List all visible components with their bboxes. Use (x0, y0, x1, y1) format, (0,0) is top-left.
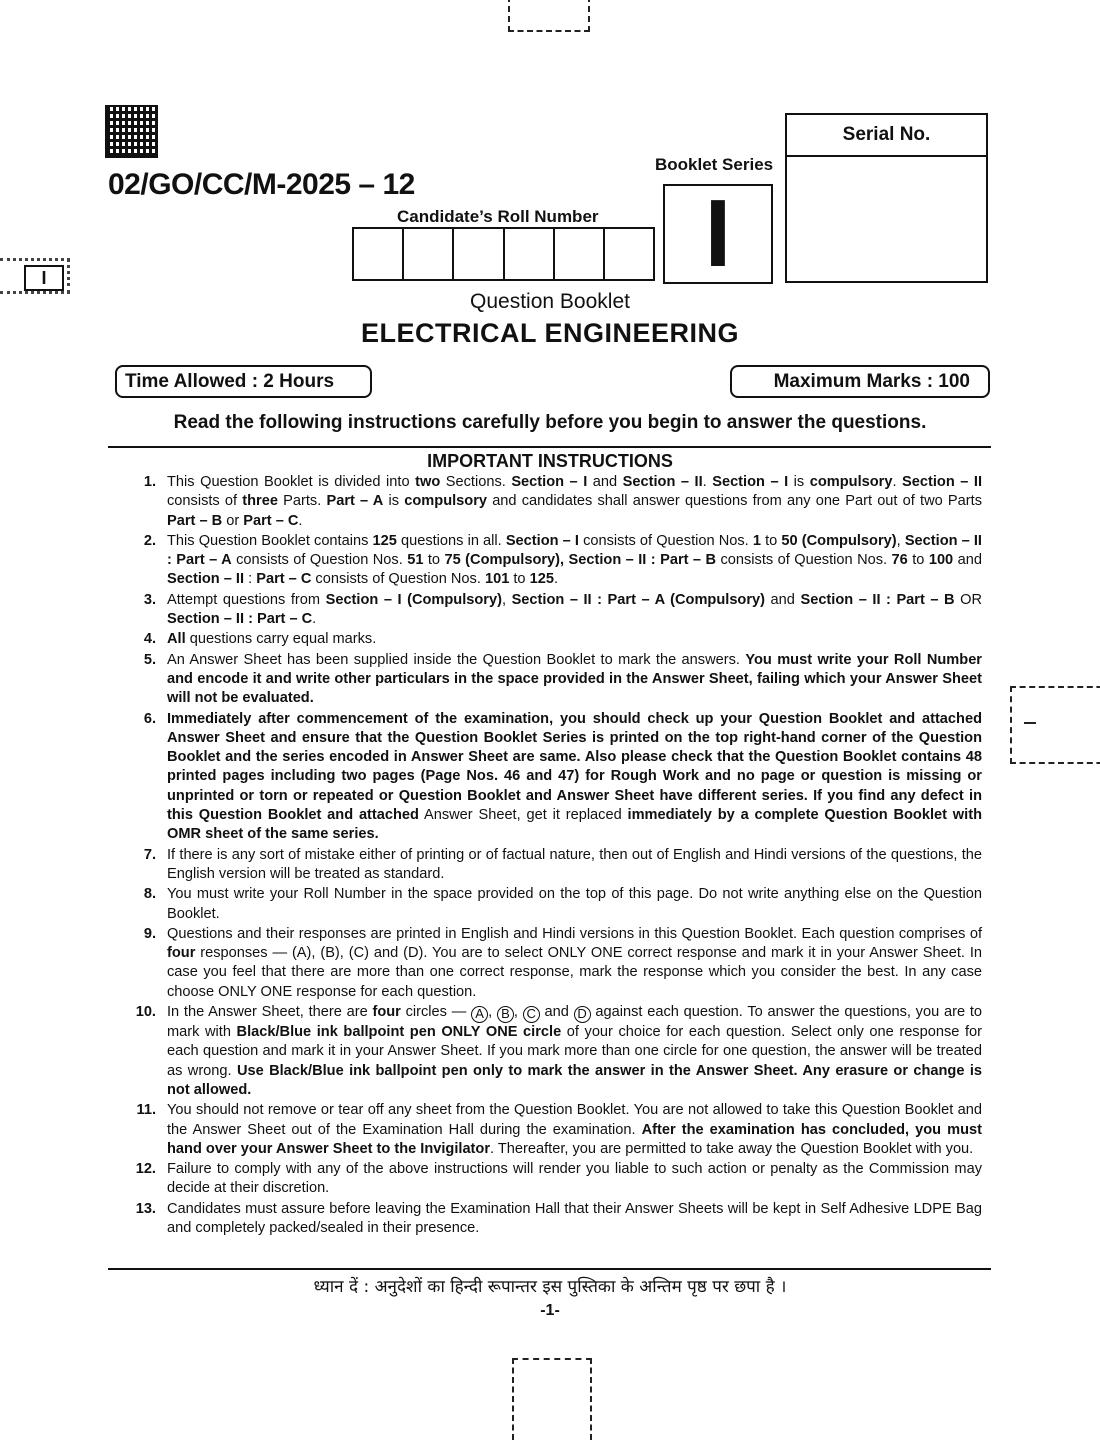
instruction-text: In the Answer Sheet, there are four circles — A , B , C and D against each question. To answer the questions, you are to mark with Black/Blue ink ballpoint pen ONLY ONE circle of your choice for each question. Select only one response for each question and mark it in your Answer Sheet. If you mark more than one circle for one question, the answer will be treated as wrong. Use Black/Blue ink ballpoint pen only to mark the answer in the Answer Sheet. Any erasure or change is not allowed. (167, 1004, 983, 1098)
roll-digit-box[interactable] (404, 229, 454, 279)
bottom-divider (108, 1268, 991, 1270)
instruction-text: This Question Booklet contains 125 questions in all. Section – I consists of Question Nos. 1 to 50 (Compulsory), Section – II : Part – A consists of Question Nos. 51 to 75 (Compulsory), Section – II : Part – B consists of Question Nos. 76 to 100 and Section – II : Part – C consists of Question Nos. 101 to 125. (167, 532, 982, 588)
instruction-number: 12. (135, 1161, 156, 1178)
instruction-number: 11. (136, 1102, 156, 1119)
instruction-item (118, 630, 982, 649)
instruction-item (118, 885, 982, 924)
roll-digit-box[interactable] (454, 229, 504, 279)
maximum-marks: Maximum Marks : 100 (730, 365, 990, 398)
instruction-text: Attempt questions from Section – I (Compulsory), Section – II : Part – A (Compulsory) and Section – II : Part – B OR Section – II : Part – C. (167, 591, 983, 628)
instruction-number: 10. (135, 1004, 156, 1021)
instruction-item (118, 1200, 982, 1239)
hindi-note: ध्यान दें : अनुदेशों का हिन्दी रूपान्तर इस पुस्तिका के अन्तिम पृष्ठ पर छपा है । (313, 1277, 787, 1297)
right-crop-mark (1010, 686, 1100, 764)
instruction-text: Immediately after commencement of the examination, you should check up your Question Booklet and attached Answer Sheet and ensure that the Question Booklet Series is printed on the top right-hand corner of the Question Booklet and the series encoded in Answer Sheet are same. Also please check that the Question Booklet contains 48 printed pages including two pages (Page Nos. 46 and 47) for Rough Work and no page or question is missing or unprinted or torn or repeated or Question Booklet and Answer Sheet have different series. If you find any defect in this Question Booklet and attached Answer Sheet, get it replaced immediately by a complete Question Booklet with OMR sheet of the same series. (167, 710, 982, 843)
instruction-number: 4. (143, 631, 156, 648)
serial-number-label: Serial No. (842, 124, 931, 145)
instruction-text: If there is any sort of mistake either of printing or of factual nature, then out of English and Hindi versions of the questions, the English version will be treated as standard. (167, 846, 982, 882)
roll-digit-box[interactable] (505, 229, 555, 279)
roll-digit-box[interactable] (605, 229, 653, 279)
instruction-item (118, 473, 982, 531)
serial-divider (787, 155, 986, 157)
roll-digit-box[interactable] (354, 229, 404, 279)
side-series-tab (0, 258, 70, 294)
booklet-subtitle: Question Booklet (470, 290, 630, 313)
instruction-item (118, 532, 982, 590)
instruction-number: 13. (135, 1200, 156, 1217)
right-crop-tick (1024, 722, 1036, 724)
instruction-text: Questions and their responses are printed in English and Hindi versions in this Question Booklet. Each question comprises of four responses — (A), (B), (C) and (D). You are to select ONLY ONE correct response and mark it in your Answer Sheet. In case you feel that there are more than one correct response, mark the response which you consider the best. In any case choose ONLY ONE response for each question. (167, 925, 982, 1000)
answer-circle-icon: B (497, 1006, 514, 1023)
instruction-number: 9. (143, 925, 156, 942)
bottom-crop-mark (512, 1358, 592, 1440)
instruction-item (118, 1003, 982, 1100)
instruction-number: 1. (143, 474, 156, 490)
answer-circle-icon: C (523, 1006, 540, 1023)
instruction-item (118, 710, 982, 845)
instruction-text: This Question Booklet is divided into two Sections. Section – I and Section – II. Section – I is compulsory. Section – II consists of three Parts. Part – A is compulsory and candidates shall answer questions from any one Part out of two Parts Part – B or Part – C. (167, 474, 983, 529)
instruction-text: You must write your Roll Number in the space provided on the top of this page. Do not write anything else on the Question Booklet. (167, 886, 982, 922)
booklet-series-label: Booklet Series (655, 155, 774, 174)
instruction-text: You should not remove or tear off any sheet from the Question Booklet. You are not allowed to take this Question Booklet and the Answer Sheet out of the Examination Hall during the examination. After the examination has concluded, you must hand over your Answer Sheet to the Invigilator. Thereafter, you are permitted to take away the Question Booklet with you. (167, 1102, 982, 1157)
answer-circle-icon: D (574, 1006, 591, 1023)
top-divider (108, 446, 991, 448)
instruction-item (118, 925, 982, 1002)
instruction-number: 8. (143, 886, 156, 903)
instruction-number: 2. (143, 532, 156, 549)
instruction-item (118, 591, 982, 630)
instruction-item (118, 846, 982, 885)
instruction-text: An Answer Sheet has been supplied inside the Question Booklet to mark the answers. You must write your Roll Number and encode it and write other particulars in the space provided in the Answer Sheet, failing which your Answer Sheet will not be evaluated. (167, 651, 982, 707)
read-instruction: Read the following instructions carefully before you begin to answer the questions. (173, 412, 927, 433)
time-allowed: Time Allowed : 2 Hours (115, 365, 372, 398)
booklet-title: ELECTRICAL ENGINEERING (360, 318, 740, 348)
instruction-item (118, 1160, 982, 1199)
booklet-series-value: I (704, 180, 732, 287)
instruction-number: 7. (143, 846, 156, 863)
serial-number-box (785, 113, 988, 283)
instruction-text: Failure to comply with any of the above instructions will render you liable to such action or penalty as the Commission may decide at their discretion. (167, 1161, 982, 1197)
instruction-text: Candidates must assure before leaving the Examination Hall that their Answer Sheets will be kept in Self Adhesive LDPE Bag and completely packed/sealed in their presence. (167, 1200, 982, 1236)
instruction-number: 3. (143, 591, 156, 608)
answer-circle-icon: A (471, 1006, 488, 1023)
instruction-text: All questions carry equal marks. (167, 631, 377, 648)
instruction-item (118, 651, 982, 709)
instruction-number: 6. (143, 710, 156, 727)
instruction-item (118, 1101, 982, 1159)
page-number: -1- (540, 1302, 560, 1319)
instruction-number: 5. (143, 651, 156, 668)
paper-code: 02/GO/CC/M-2025 – 12 (108, 168, 415, 201)
roll-number-boxes[interactable] (352, 227, 655, 281)
important-instructions-heading: IMPORTANT INSTRUCTIONS (427, 451, 673, 471)
top-crop-mark (508, 0, 590, 32)
roll-number-label: Candidate’s Roll Number (397, 207, 599, 226)
booklet-series-box (663, 180, 773, 287)
qr-code (107, 107, 156, 156)
instructions-list (118, 473, 982, 1239)
roll-digit-box[interactable] (555, 229, 605, 279)
side-series-label: I (24, 265, 64, 291)
